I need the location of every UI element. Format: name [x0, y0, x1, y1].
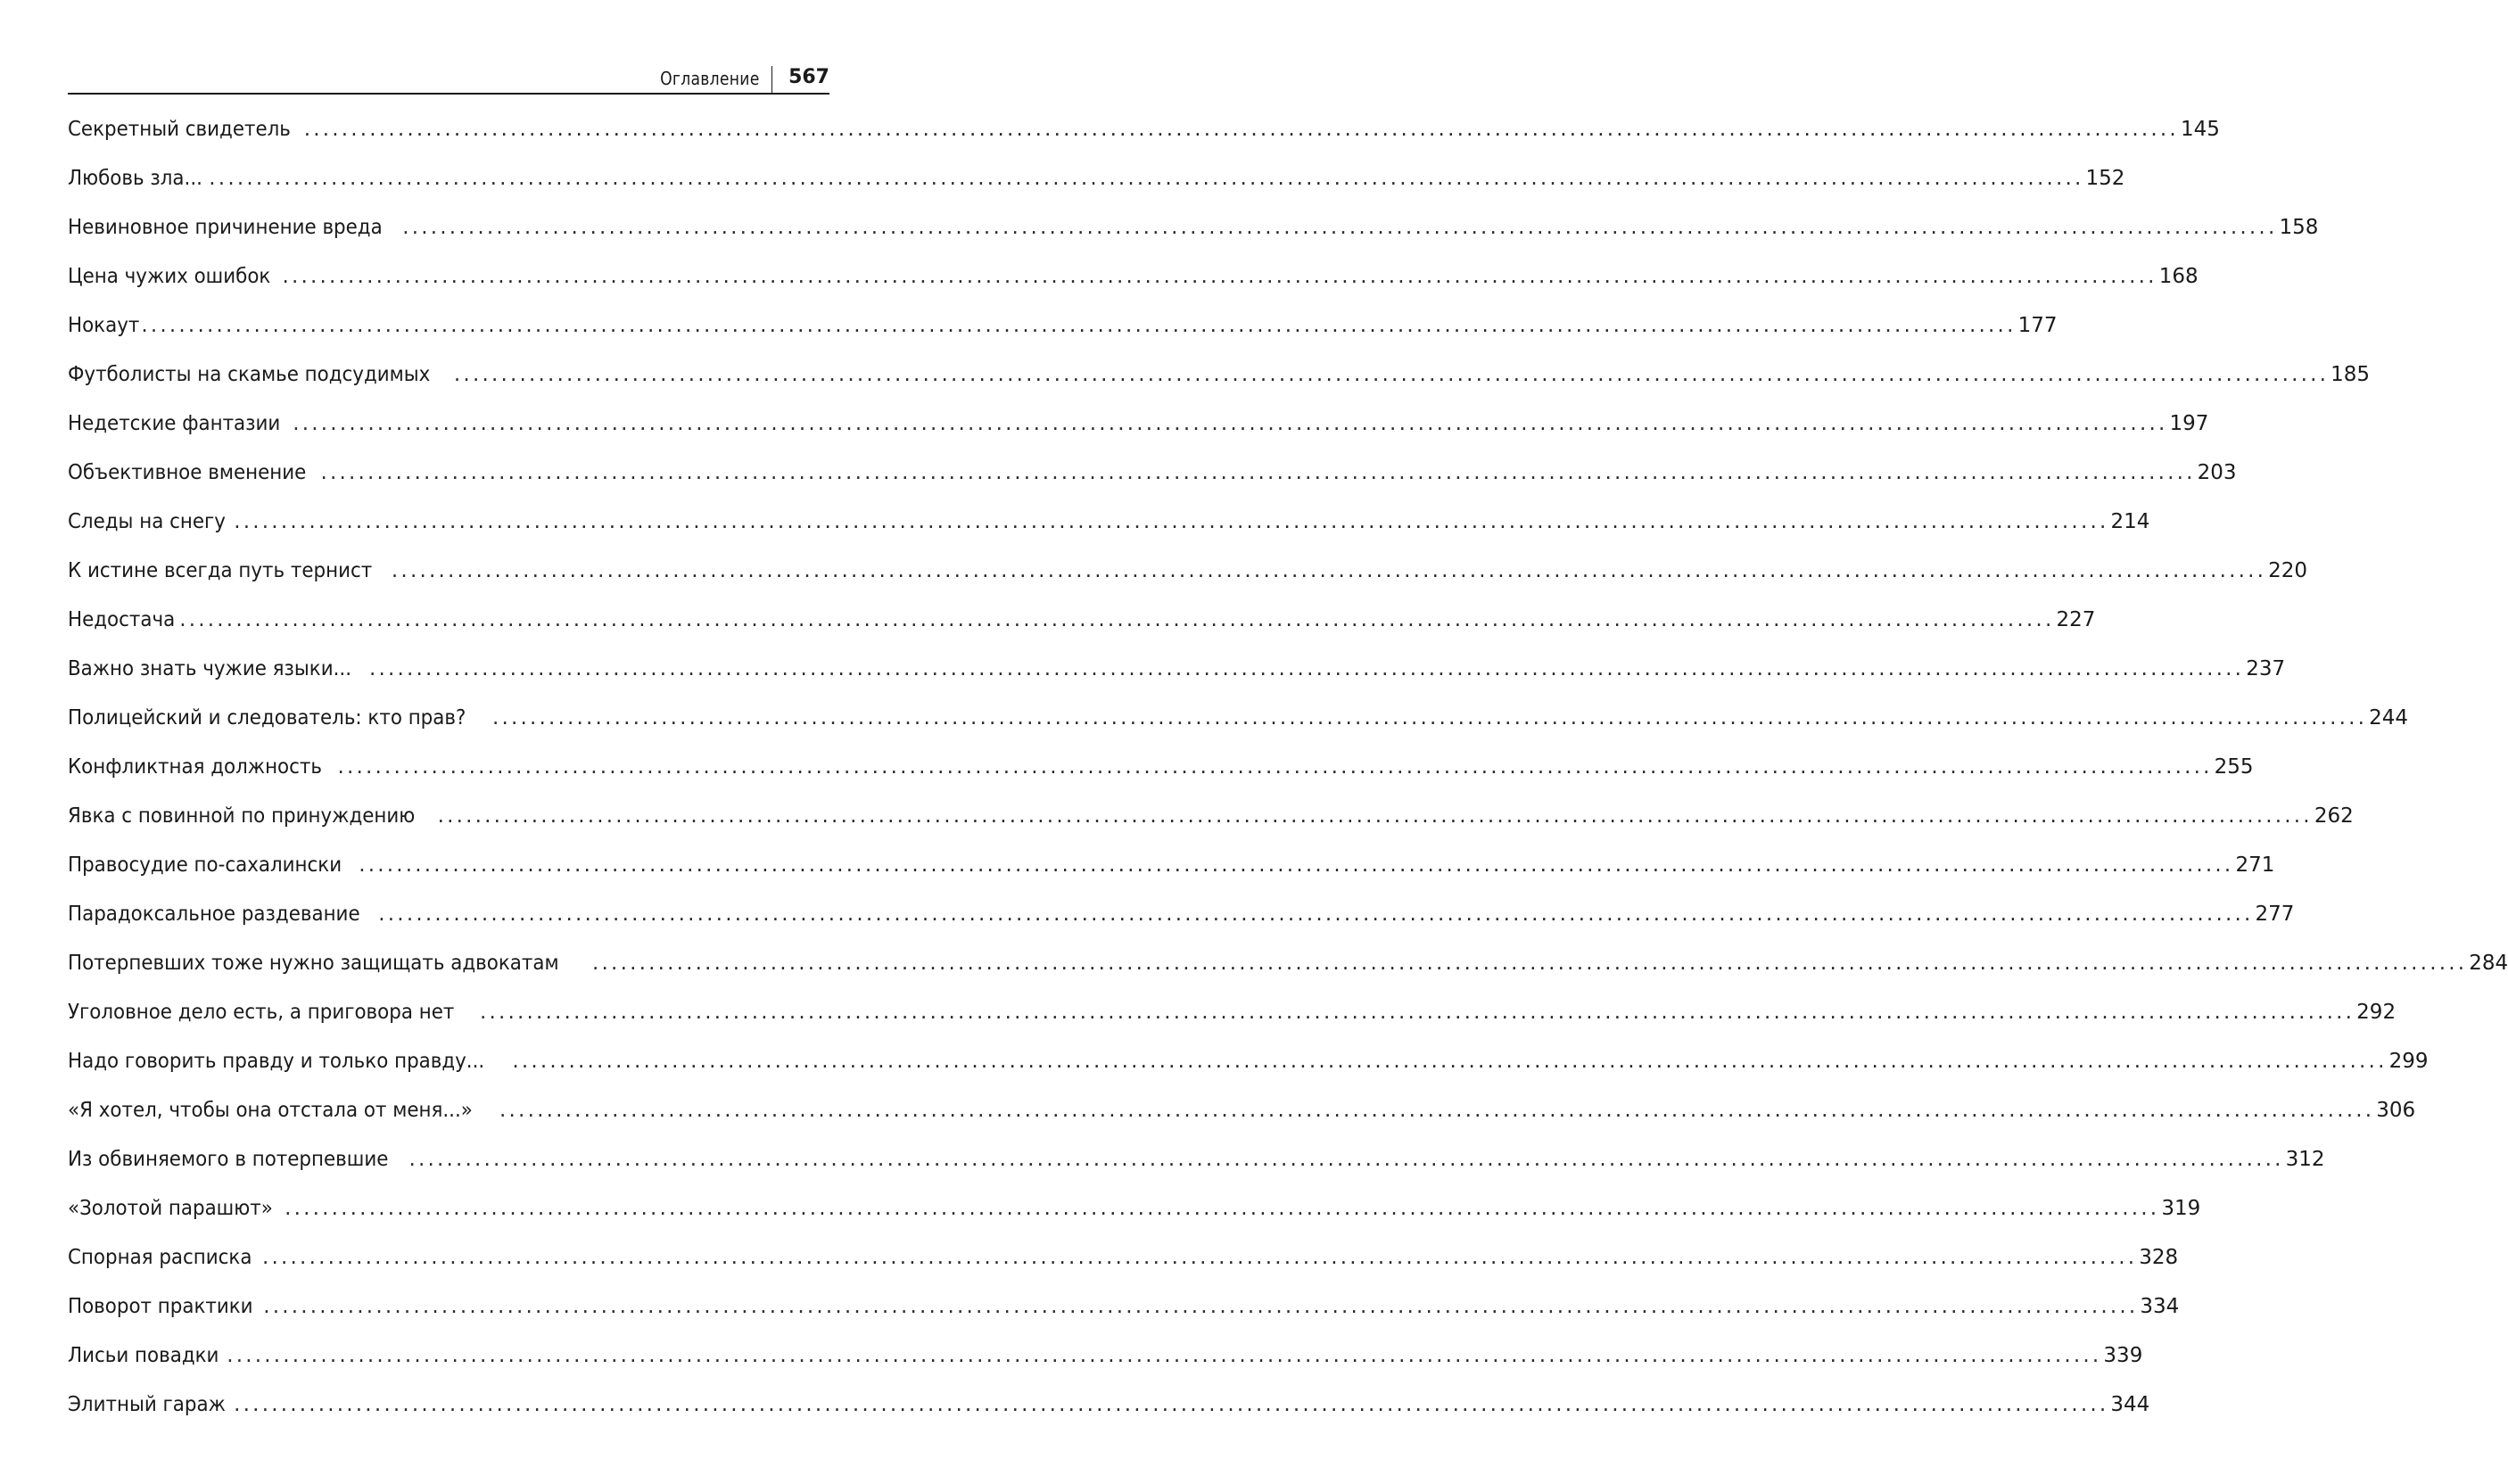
toc-entry-page: 319	[2161, 1197, 2201, 1220]
toc-entry-leader-dots: ........................................................................................................................................................................................................	[209, 167, 2084, 190]
toc-entry-leader-dots: ........................................................................................................................................................................................................	[512, 1050, 2388, 1073]
toc-entry-title: К истине всегда путь тернист	[68, 559, 373, 582]
toc-entry-title: Надо говорить правду и только правду...	[68, 1050, 485, 1073]
toc-entry	[68, 154, 2125, 203]
toc-entry-page: 185	[2331, 363, 2371, 386]
toc-entry	[68, 1233, 2179, 1282]
toc-entry-title: Потерпевших тоже нужно защищать адвокатам	[68, 952, 559, 975]
toc-entry-title: Явка с повинной по принуждению	[68, 804, 416, 828]
toc-entry-title: Спорная расписка	[68, 1246, 252, 1269]
toc-entry	[68, 792, 2354, 841]
toc-entry-leader-dots: ........................................................................................................................................................................................................	[179, 608, 2055, 631]
toc-entry-leader-dots: ........................................................................................................................................................................................................	[141, 314, 2017, 337]
toc-entry	[68, 203, 2319, 252]
toc-entry-title: Нокаут	[68, 314, 140, 337]
toc-entry-title: Недостача	[68, 608, 176, 631]
toc-entry-page: 158	[2279, 216, 2319, 239]
toc-entry-title: Недетские фантазии	[68, 412, 281, 435]
toc-entry-title: Из обвиняемого в потерпевшие	[68, 1148, 389, 1171]
toc-entry	[68, 547, 2308, 596]
toc-entry-page: 152	[2085, 167, 2125, 190]
toc-entry-page: 237	[2246, 657, 2286, 680]
toc-entry-page: 328	[2139, 1246, 2179, 1269]
toc-entry-page: 306	[2376, 1099, 2416, 1122]
header-title: Оглавление	[659, 68, 760, 89]
toc-entry-title: Полицейский и следователь: кто прав?	[68, 706, 466, 730]
toc-entry	[68, 890, 2295, 939]
toc-entry	[68, 1381, 2150, 1430]
toc-entry-title: Поворот практики	[68, 1295, 253, 1318]
toc-entry-title: Парадоксальное раздевание	[68, 903, 360, 926]
toc-entry-title: Важно знать чужие языки...	[68, 657, 352, 680]
toc-entry-page: 292	[2356, 1001, 2397, 1024]
toc-entry-page: 262	[2314, 804, 2354, 828]
table-of-contents	[68, 105, 2508, 1430]
toc-entry	[68, 1086, 2416, 1135]
toc-entry	[68, 1282, 2180, 1331]
toc-entry	[68, 988, 2397, 1037]
toc-entry-title: Футболисты на скамье подсудимых	[68, 363, 431, 386]
toc-entry-title: Следы на снегу	[68, 510, 226, 533]
toc-entry-page: 227	[2056, 608, 2096, 631]
toc-entry-page: 197	[2169, 412, 2209, 435]
toc-entry	[68, 449, 2237, 498]
toc-entry	[68, 841, 2275, 890]
toc-entry	[68, 743, 2254, 792]
toc-entry	[68, 939, 2508, 988]
toc-entry-page: 344	[2110, 1393, 2150, 1416]
toc-entry-page: 168	[2158, 265, 2199, 288]
toc-entry-leader-dots: ........................................................................................................................................................................................................	[499, 1099, 2375, 1122]
toc-entry	[68, 252, 2199, 301]
toc-entry-leader-dots: ........................................................................................................................................................................................................	[378, 903, 2254, 926]
toc-entry-page: 339	[2103, 1344, 2143, 1367]
toc-entry	[68, 1135, 2325, 1184]
toc-entry-leader-dots: ........................................................................................................................................................................................................	[359, 853, 2234, 877]
toc-entry-leader-dots: ........................................................................................................................................................................................................	[437, 804, 2313, 828]
toc-entry	[68, 645, 2286, 694]
toc-entry	[68, 596, 2096, 645]
toc-entry-title: Любовь зла...	[68, 167, 202, 190]
toc-entry-title: Объективное вменение	[68, 461, 307, 484]
toc-entry-page: 299	[2388, 1050, 2429, 1073]
toc-entry-page: 177	[2017, 314, 2058, 337]
toc-entry-leader-dots: ........................................................................................................................................................................................................	[391, 559, 2267, 582]
toc-entry-leader-dots: ........................................................................................................................................................................................................	[285, 1197, 2160, 1220]
toc-entry-leader-dots: ........................................................................................................................................................................................................	[592, 952, 2468, 975]
toc-entry-page: 284	[2469, 952, 2508, 975]
toc-entry-page: 145	[2180, 118, 2220, 141]
toc-entry	[68, 301, 2058, 350]
toc-entry-page: 220	[2268, 559, 2308, 582]
toc-entry-title: Цена чужих ошибок	[68, 265, 271, 288]
toc-entry-title: Секретный свидетель	[68, 118, 291, 141]
toc-entry	[68, 694, 2409, 743]
toc-entry-title: Лисьи повадки	[68, 1344, 219, 1367]
toc-entry-leader-dots: ........................................................................................................................................................................................................	[227, 1344, 2102, 1367]
toc-entry-title: Невиновное причинение вреда	[68, 216, 383, 239]
toc-entry-page: 312	[2285, 1148, 2325, 1171]
toc-entry	[68, 350, 2371, 400]
toc-entry	[68, 1331, 2143, 1381]
toc-entry	[68, 105, 2220, 154]
toc-entry-page: 334	[2140, 1295, 2180, 1318]
toc-entry-leader-dots: ........................................................................................................................................................................................................	[479, 1001, 2355, 1024]
toc-entry-title: Элитный гараж	[68, 1393, 226, 1416]
toc-entry-leader-dots: ........................................................................................................................................................................................................	[368, 657, 2245, 680]
toc-entry-page: 214	[2110, 510, 2150, 533]
toc-entry-leader-dots: ........................................................................................................................................................................................................	[320, 461, 2196, 484]
toc-entry-leader-dots: ........................................................................................................................................................................................................	[234, 1393, 2109, 1416]
toc-entry-page: 277	[2255, 903, 2295, 926]
toc-entry-title: «Золотой парашют»	[68, 1197, 273, 1220]
toc-entry	[68, 1037, 2429, 1086]
toc-entry-leader-dots: ........................................................................................................................................................................................................	[402, 216, 2278, 239]
toc-entry-title: «Я хотел, чтобы она отстала от меня...»	[68, 1099, 473, 1122]
toc-entry-leader-dots: ........................................................................................................................................................................................................	[337, 755, 2213, 779]
toc-entry-title: Правосудие по-сахалински	[68, 853, 342, 877]
toc-entry-page: 244	[2369, 706, 2409, 730]
header-page-number: 567	[788, 66, 829, 88]
toc-entry	[68, 498, 2150, 547]
running-header	[68, 59, 829, 95]
toc-entry-leader-dots: ........................................................................................................................................................................................................	[303, 118, 2179, 141]
toc-entry-leader-dots: ........................................................................................................................................................................................................	[408, 1148, 2284, 1171]
toc-entry-leader-dots: ........................................................................................................................................................................................................	[293, 412, 2168, 435]
toc-entry-leader-dots: ........................................................................................................................................................................................................	[282, 265, 2157, 288]
toc-entry-leader-dots: ........................................................................................................................................................................................................	[263, 1295, 2139, 1318]
toc-entry-leader-dots: ........................................................................................................................................................................................................	[234, 510, 2109, 533]
toc-entry-title: Конфликтная должность	[68, 755, 322, 779]
toc-entry-page: 271	[2235, 853, 2275, 877]
toc-entry-leader-dots: ........................................................................................................................................................................................................	[491, 706, 2368, 730]
toc-entry-title: Уголовное дело есть, а приговора нет	[68, 1001, 455, 1024]
header-right	[644, 61, 829, 87]
toc-entry	[68, 400, 2209, 449]
toc-entry-page: 255	[2214, 755, 2254, 779]
toc-entry	[68, 1184, 2201, 1233]
toc-entry-leader-dots: ........................................................................................................................................................................................................	[262, 1246, 2138, 1269]
toc-entry-leader-dots: ........................................................................................................................................................................................................	[453, 363, 2330, 386]
toc-entry-page: 203	[2197, 461, 2237, 484]
header-separator	[771, 66, 772, 93]
